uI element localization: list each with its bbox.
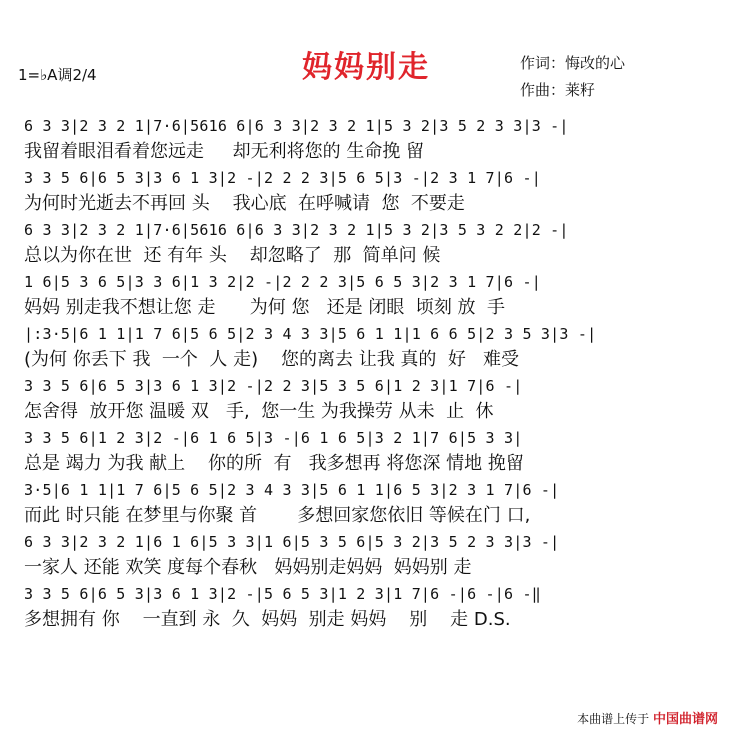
notation-row: 3 3 5 6|6 5 3|3 6 1 3|2 -|2 2 2 3|5 6 5|3 -|2 3 1 7|6 -| [24,169,541,187]
score-line [24,271,714,323]
notation-row: 1 6|5 3 6 5|3 3 6|1 3 2|2 -|2 2 2 3|5 6 5 3|2 3 1 7|6 -| [24,273,541,291]
upload-note: 本曲谱上传于 [577,712,650,726]
notation-row: 3 3 5 6|6 5 3|3 6 1 3|2 -|2 2 3|5 3 5 6|1 2 3|1 7|6 -| [24,377,523,395]
credits [520,50,625,104]
lyric-row: 妈妈 别走我不想让您 走 为何 您 还是 闭眼 顷刻 放 手 [24,297,505,318]
composer-credit: 作曲：莱籽 [520,81,596,99]
song-title: 妈妈别走 [302,50,430,85]
score-line [24,427,714,479]
notation-row: 3 3 5 6|1 2 3|2 -|6 1 6 5|3 -|6 1 6 5|3 2 1|7 6|5 3 3| [24,429,523,447]
score-line [24,167,714,219]
site-logo: 中国曲谱网 [652,712,718,727]
lyric-row: (为何 你丢下 我 一个 人 走) 您的离去 让我 真的 好 难受 [24,349,520,370]
notation-row: |:3·5|6 1 1|1 7 6|5 6 5|2 3 4 3 3|5 6 1 1|1 6 6 5|2 3 5 3|3 -| [24,325,597,343]
lyric-row: 为何时光逝去不再回 头 我心底 在呼喊请 您 不要走 [24,193,465,214]
lyric-row: 而此 时只能 在梦里与你聚 首 多想回家您依旧 等候在门 口, [24,505,531,526]
score-line [24,583,714,635]
score-body [24,115,714,635]
score-line [24,375,714,427]
notation-row: 3·5|6 1 1|1 7 6|5 6 5|2 3 4 3 3|5 6 1 1|6 5 3|2 3 1 7|6 -| [24,481,560,499]
site-footer [577,708,718,727]
notation-row: 6 3 3|2 3 2 1|6 1 6|5 3 3|1 6|5 3 5 6|5 3 2|3 5 2 3 3|3 -| [24,533,560,551]
score-line [24,531,714,583]
lyric-row: 总是 竭力 为我 献上 你的所 有 我多想再 将您深 情地 挽留 [24,453,524,474]
lyric-row: 总以为你在世 还 有年 头 却忽略了 那 简单问 候 [24,245,441,266]
lyric-row: 一家人 还能 欢笑 度每个春秋 妈妈别走妈妈 妈妈别 走 [24,557,472,578]
score-line [24,115,714,167]
score-line [24,219,714,271]
lyric-row: 我留着眼泪看着您远走 却无利将您的 生命挽 留 [24,141,425,162]
lyricist-credit: 作词：悔改的心 [520,54,626,72]
score-line [24,323,714,375]
score-line [24,479,714,531]
notation-row: 3 3 5 6|6 5 3|3 6 1 3|2 -|5 6 5 3|1 2 3|1 7|6 -|6 -|6 -‖ [24,585,541,603]
notation-row: 6 3 3|2 3 2 1|7·6|5616 6|6 3 3|2 3 2 1|5 3 2|3 5 2 3 3|3 -| [24,117,569,135]
key-signature: 1=♭A调2/4 [18,66,97,84]
lyric-row: 怎舍得 放开您 温暖 双 手, 您一生 为我操劳 从未 止 休 [24,401,494,422]
notation-row: 6 3 3|2 3 2 1|7·6|5616 6|6 3 3|2 3 2 1|5 3 2|3 5 3 2 2|2 -| [24,221,569,239]
lyric-row: 多想拥有 你 一直到 永 久 妈妈 别走 妈妈 别 走 D.S. [24,609,511,630]
